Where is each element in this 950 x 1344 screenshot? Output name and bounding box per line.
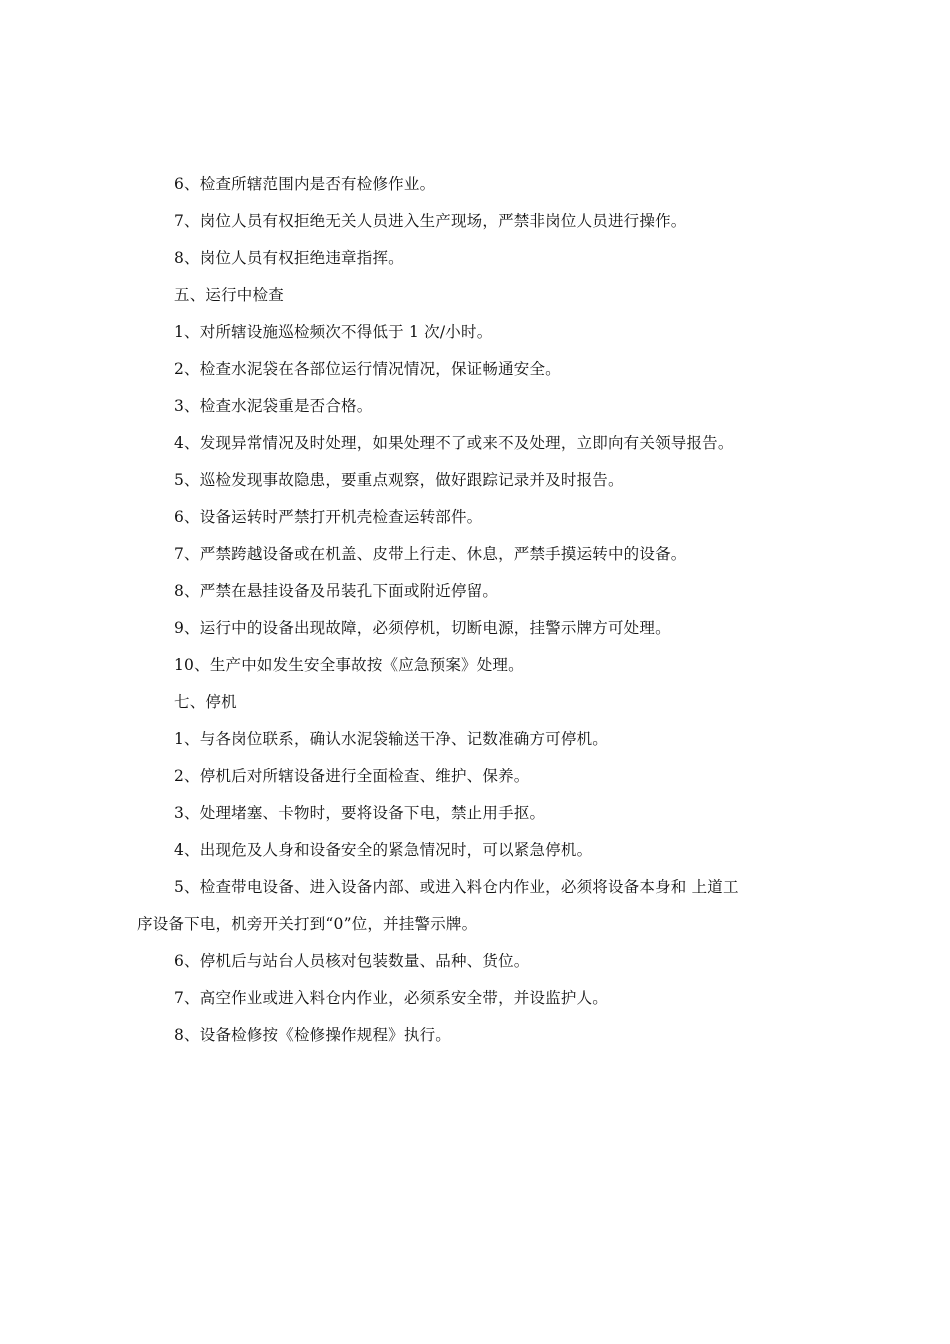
- text-line: 8、设备检修按《检修操作规程》执行。: [174, 1026, 451, 1044]
- text-line: 7、岗位人员有权拒绝无关人员进入生产现场，严禁非岗位人员进行操作。: [174, 212, 687, 230]
- text-line: 2、停机后对所辖设备进行全面检查、维护、保养。: [174, 767, 530, 785]
- text-line: 1、与各岗位联系，确认水泥袋输送干净、记数准确方可停机。: [174, 730, 608, 748]
- text-line: 5、检查带电设备、进入设备内部、或进入料仓内作业，必须将设备本身和 上道工: [174, 878, 739, 896]
- text-line: 3、检查水泥袋重是否合格。: [174, 397, 373, 415]
- text-line: 4、出现危及人身和设备安全的紧急情况时，可以紧急停机。: [174, 841, 593, 859]
- text-line-continuation: 序设备下电，机旁开关打到“0”位，并挂警示牌。: [137, 915, 478, 933]
- section-heading: 七、停机: [174, 693, 237, 711]
- text-line: 7、严禁跨越设备或在机盖、皮带上行走、休息，严禁手摸运转中的设备。: [174, 545, 687, 563]
- section-heading: 五、运行中检查: [174, 286, 284, 304]
- text-line: 9、运行中的设备出现故障，必须停机，切断电源，挂警示牌方可处理。: [174, 619, 671, 637]
- text-line: 2、检查水泥袋在各部位运行情况情况，保证畅通安全。: [174, 360, 561, 378]
- text-line: 10、生产中如发生安全事故按《应急预案》处理。: [174, 656, 524, 674]
- text-line: 1、对所辖设施巡检频次不得低于 1 次/小时。: [174, 323, 493, 341]
- text-line: 6、设备运转时严禁打开机壳检查运转部件。: [174, 508, 483, 526]
- text-line: 6、检查所辖范围内是否有检修作业。: [174, 175, 436, 193]
- text-line: 7、高空作业或进入料仓内作业，必须系安全带，并设监护人。: [174, 989, 608, 1007]
- text-line: 3、处理堵塞、卡物时，要将设备下电，禁止用手抠。: [174, 804, 546, 822]
- text-line: 6、停机后与站台人员核对包装数量、品种、货位。: [174, 952, 530, 970]
- text-line: 5、巡检发现事故隐患，要重点观察，做好跟踪记录并及时报告。: [174, 471, 624, 489]
- text-line: 4、发现异常情况及时处理，如果处理不了或来不及处理，立即向有关领导报告。: [174, 434, 734, 452]
- text-line: 8、严禁在悬挂设备及吊装孔下面或附近停留。: [174, 582, 499, 600]
- text-line: 8、岗位人员有权拒绝违章指挥。: [174, 249, 404, 267]
